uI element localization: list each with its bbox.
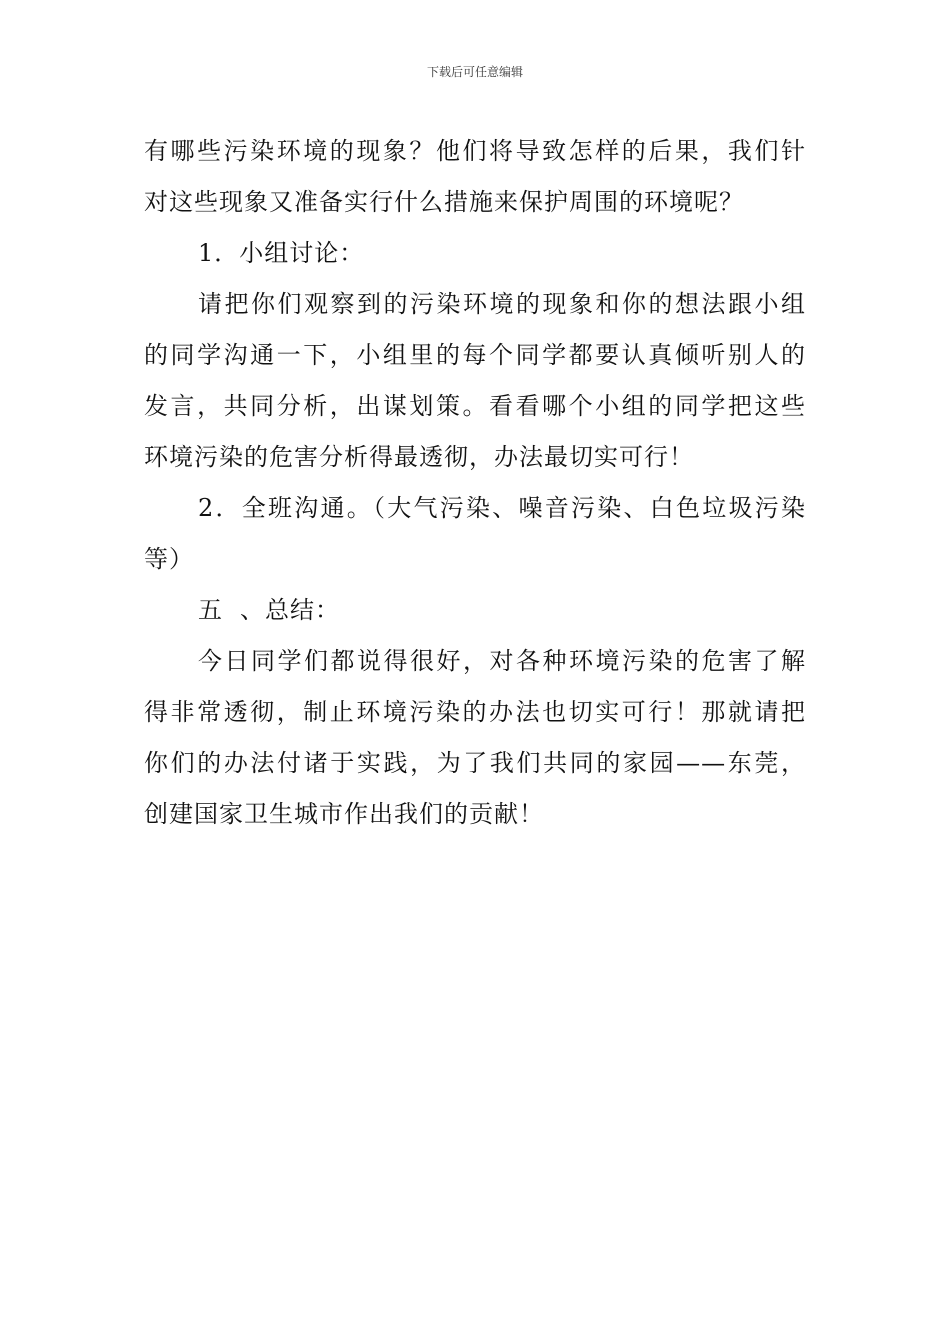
section-title-text: 、总结： [240,596,340,624]
section-number: 五 [198,596,223,624]
paragraph-line: 创建国家卫生城市作出我们的贡献！ [144,800,544,828]
list-item-class-communication: 2．全班沟通。（大气污染、噪音污染、白色垃圾污染 [198,494,806,522]
paragraph-line: 的同学沟通一下，小组里的每个同学都要认真倾听别人的 [144,341,806,369]
paragraph-line: 发言，共同分析，出谋划策。看看哪个小组的同学把这些 [144,392,806,420]
section-heading-summary [144,585,806,636]
paragraph-line: 你们的办法付诸于实践，为了我们共同的家园——东莞， [144,749,806,777]
paragraph-line: 对这些现象又准备实行什么措施来保护周围的环境呢？ [144,188,744,216]
paragraph-line: 得非常透彻，制止环境污染的办法也切实可行！那就请把 [144,698,806,726]
paragraph-line: 有哪些污染环境的现象？他们将导致怎样的后果，我们针 [144,137,806,165]
paragraph-line: 请把你们观察到的污染环境的现象和你的想法跟小组 [198,290,806,318]
paragraph-line: 环境污染的危害分析得最透彻，办法最切实可行！ [144,443,694,471]
page-header: 下载后可任意编辑 [426,65,523,79]
list-item-group-discussion: 1．小组讨论： [198,239,365,267]
paragraph-line: 今日同学们都说得很好，对各种环境污染的危害了解 [198,647,806,675]
document-body [144,126,806,840]
paragraph-line: 等） [144,545,194,573]
